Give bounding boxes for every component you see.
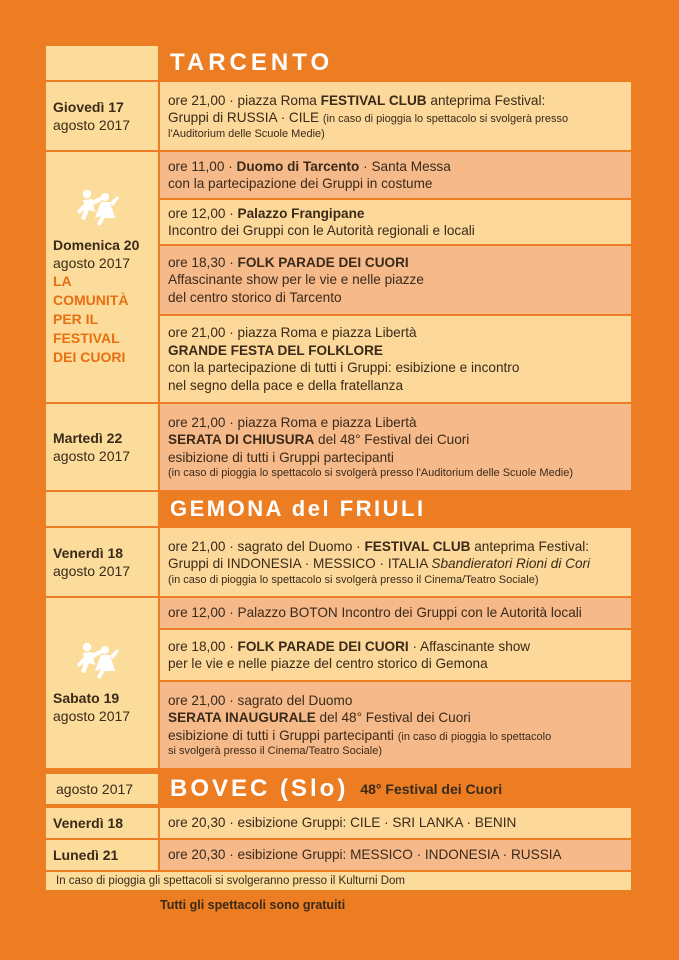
gemona-heading: GEMONA del FRIULI (170, 496, 426, 521)
tarcento-heading: TARCENTO (170, 49, 334, 76)
slogan-line: PER IL (53, 310, 99, 327)
domenica-event-2: ore 12,00 · Palazzo Frangipane Incontro dei Gruppi con le Autorità regionali e locali (160, 200, 631, 244)
martedi-date-cell (46, 404, 158, 490)
sabato-month: agosto 2017 (53, 708, 131, 724)
gemona-venerdi-event: ore 21,00 · sagrato del Duomo · FESTIVAL CLUB anteprima Festival: Gruppi di INDONESIA · MESSICO · ITALIA Sbandieratori Rioni di Cori (in caso di pioggia lo spettacolo si svolgerà presso il Cinema/Teatro Sociale) (160, 528, 631, 596)
bovec-header (160, 774, 631, 804)
gemona-venerdi-month: agosto 2017 (53, 563, 131, 579)
domenica-event-3: ore 18,30 · FOLK PARADE DEI CUORI Affascinante show per le vie e nelle piazze del centro storico di Tarcento (160, 246, 631, 314)
sabato-event-2: ore 18,00 · FOLK PARADE DEI CUORI · Affascinante show per le vie e nelle piazze del centro storico di Gemona (160, 630, 631, 680)
slogan-line: DEI CUORI (53, 348, 126, 365)
rain-note: In caso di pioggia gli spettacoli si svolgeranno presso il Kulturni Dom (46, 872, 631, 890)
sabato-event-3: ore 21,00 · sagrato del Duomo SERATA INAUGURALE del 48° Festival dei Cuori esibizione di tutti i Gruppi partecipanti (in caso di pioggia lo spettacolo si svolgerà presso il Cinema/Teatro Sociale) (160, 682, 631, 768)
gemona-header-left (46, 492, 158, 526)
tarcento-header-left (46, 46, 158, 80)
free-note: Tutti gli spettacoli sono gratuiti (160, 898, 346, 912)
bovec-lunedi-date-cell: Lunedì 21 (46, 840, 158, 870)
gemona-venerdi-day: Venerdì 18 (53, 545, 124, 561)
bovec-heading: BOVEC (Slo) (170, 775, 349, 802)
bovec-venerdi-date-cell: Venerdì 18 (46, 808, 158, 838)
domenica-day: Domenica 20 (53, 236, 140, 253)
sabato-day: Sabato 19 (53, 690, 120, 706)
martedi-month: agosto 2017 (53, 448, 131, 464)
gemona-venerdi-date-cell (46, 528, 158, 596)
slogan-line: LA (53, 272, 72, 289)
giovedi-day: Giovedì 17 (53, 99, 124, 115)
giovedi-date-cell (46, 82, 158, 150)
bovec-month-cell: agosto 2017 (46, 774, 158, 804)
slogan-line: COMUNITÀ (53, 291, 129, 308)
martedi-day: Martedì 22 (53, 430, 123, 446)
domenica-event-4: ore 21,00 · piazza Roma e piazza Libertà GRANDE FESTA DEL FOLKLORE con la partecipazione di tutti i Gruppi: esibizione e incontro nel segno della pace e della fratellanza (160, 316, 631, 402)
bovec-subtitle: 48° Festival dei Cuori (360, 781, 503, 797)
domenica-month: agosto 2017 (53, 254, 131, 271)
sabato-event-1: ore 12,00 · Palazzo BOTON Incontro dei Gruppi con le Autorità locali (160, 598, 631, 628)
domenica-date-cell (46, 152, 158, 402)
giovedi-month: agosto 2017 (53, 117, 131, 133)
martedi-event: ore 21,00 · piazza Roma e piazza Libertà SERATA DI CHIUSURA del 48° Festival dei Cuori esibizione di tutti i Gruppi partecipanti (in caso di pioggia lo spettacolo si svolgerà presso l'Auditorium delle Scuole Medie) (160, 404, 631, 490)
dancers-icon (75, 188, 121, 228)
bovec-venerdi-event: ore 20,30 · esibizione Gruppi: CILE · SRI LANKA · BENIN (160, 808, 631, 838)
festival-club-label: FESTIVAL CLUB (320, 92, 427, 108)
sabato-date-cell (46, 598, 158, 768)
giovedi-event: ore 21,00 · piazza Roma FESTIVAL CLUB anteprima Festival: Gruppi di RUSSIA · CILE (in caso di pioggia lo spettacolo si svolgerà presso l'Auditorium delle Scuole Medie) (160, 82, 631, 150)
dancers-icon (75, 641, 121, 681)
bovec-lunedi-event: ore 20,30 · esibizione Gruppi: MESSICO · INDONESIA · RUSSIA (160, 840, 631, 870)
slogan-line: FESTIVAL (53, 329, 120, 346)
domenica-event-1: ore 11,00 · Duomo di Tarcento · Santa Messa con la partecipazione dei Gruppi in costume (160, 152, 631, 198)
